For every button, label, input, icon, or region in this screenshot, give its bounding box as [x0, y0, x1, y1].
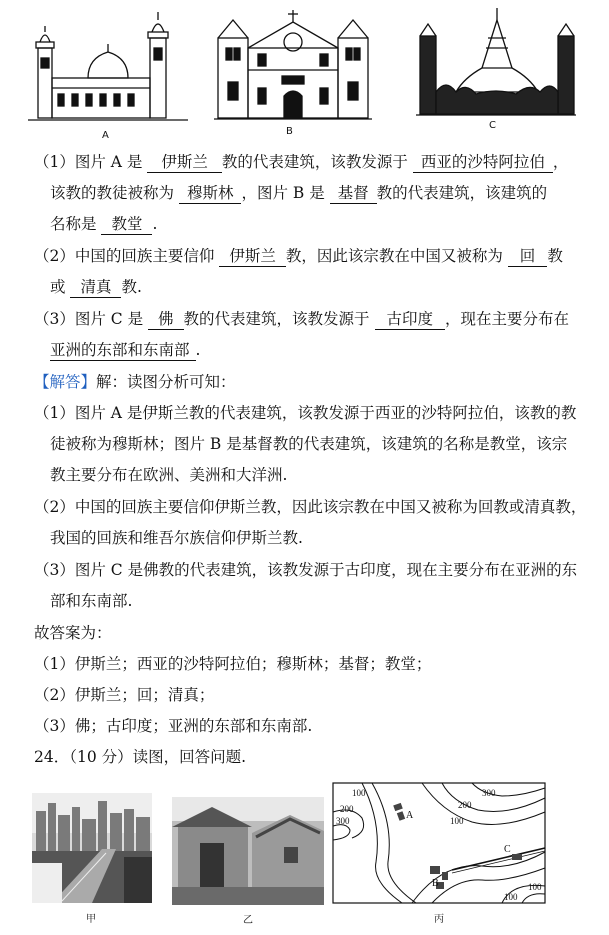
- caption-jia: 甲: [86, 914, 96, 925]
- q24-title: 24．（10 分）读图，回答问题.: [34, 748, 247, 766]
- map-label-100a: 100: [352, 788, 366, 798]
- q2-blank-1: 伊斯兰: [219, 246, 286, 267]
- q1-blank-3: 穆斯林: [179, 183, 242, 204]
- q2-line1: （2）中国的回族主要信仰 伊斯兰 教，因此该宗教在中国又被称为 回 教: [34, 247, 563, 265]
- answer-title: 故答案为：: [34, 624, 112, 642]
- map-label-200a: 200: [340, 804, 354, 814]
- answer-tag: 【解答】: [34, 373, 97, 391]
- map-label-300a: 300: [336, 816, 350, 826]
- contour-map: [332, 782, 546, 904]
- map-label-100b: 100: [450, 816, 464, 826]
- q3-line2: 亚洲的东部和东南部 .: [50, 341, 201, 359]
- answer-3: （3）佛；古印度；亚洲的东部和东南部.: [34, 717, 313, 735]
- caption-bing: 丙: [434, 914, 444, 925]
- q2-line2: 或 清真 教.: [50, 278, 142, 296]
- solution-p1-l1: （1）图片 A 是伊斯兰教的代表建筑，该教发源于西亚的沙特阿拉伯，该教的教: [34, 404, 577, 422]
- q1-blank-5: 教堂: [101, 214, 152, 235]
- church-illustration: [214, 8, 372, 123]
- map-label-200c: 100: [528, 882, 542, 892]
- q2-blank-3: 清真: [70, 277, 121, 298]
- solution-p1-l3: 教主要分布在欧洲、美洲和大洋洲.: [50, 466, 288, 484]
- map-label-c: C: [504, 844, 511, 855]
- solution-p2-l2: 我国的回族和维吾尔族信仰伊斯兰教.: [50, 529, 303, 547]
- caption-yi: 乙: [243, 915, 253, 926]
- q3-blank-1: 佛: [148, 309, 184, 330]
- q1-line2: 该教的教徒被称为 穆斯林 ，图片 B 是 基督 教的代表建筑，该建筑的: [50, 184, 548, 202]
- pagoda-illustration: [416, 8, 576, 118]
- answer-2: （2）伊斯兰；回；清真；: [34, 686, 215, 704]
- city-photo: [32, 793, 152, 903]
- map-label-300b: 300: [482, 788, 496, 798]
- q1-blank-2: 西亚的沙特阿拉伯: [413, 152, 553, 173]
- q1-line1: （1）图片 A 是 伊斯兰 教的代表建筑，该教发源于 西亚的沙特阿拉伯 ，: [34, 153, 569, 171]
- q1-blank-1: 伊斯兰: [147, 152, 222, 173]
- q1-blank-4: 基督: [330, 183, 377, 204]
- caption-a: A: [102, 130, 109, 141]
- solution-p3-l2: 部和东南部.: [50, 592, 133, 610]
- caption-b: B: [286, 126, 293, 137]
- village-photo: [172, 797, 324, 905]
- map-label-200b: 200: [458, 800, 472, 810]
- q1-line3: 名称是 教堂 .: [50, 215, 158, 233]
- caption-c: C: [489, 120, 496, 131]
- q3-blank-2: 古印度: [375, 309, 446, 330]
- solution-p2-l1: （2）中国的回族主要信仰伊斯兰教，因此该宗教在中国又被称为回教或清真教，: [34, 498, 587, 516]
- mosque-illustration: [28, 8, 188, 128]
- q3-blank-3: 亚洲的东部和东南部: [50, 340, 196, 361]
- building-figure: [28, 8, 588, 141]
- q2-blank-2: 回: [508, 246, 548, 267]
- map-label-a: A: [406, 810, 414, 821]
- answer-1: （1）伊斯兰；西亚的沙特阿拉伯；穆斯林；基督；教堂；: [34, 655, 432, 673]
- map-label-100c: 100: [504, 892, 518, 902]
- solution-header: 【解答】解：读图分析可知：: [34, 373, 236, 391]
- q3-line1: （3）图片 C 是 佛 教的代表建筑，该教发源于 古印度 ，现在主要分布在: [34, 310, 570, 328]
- solution-p3-l1: （3）图片 C 是佛教的代表建筑，该教发源于古印度，现在主要分布在亚洲的东: [34, 561, 578, 579]
- map-label-b: B: [432, 878, 439, 889]
- solution-p1-l2: 徒被称为穆斯林；图片 B 是基督教的代表建筑，该建筑的名称是教堂，该宗: [50, 435, 568, 453]
